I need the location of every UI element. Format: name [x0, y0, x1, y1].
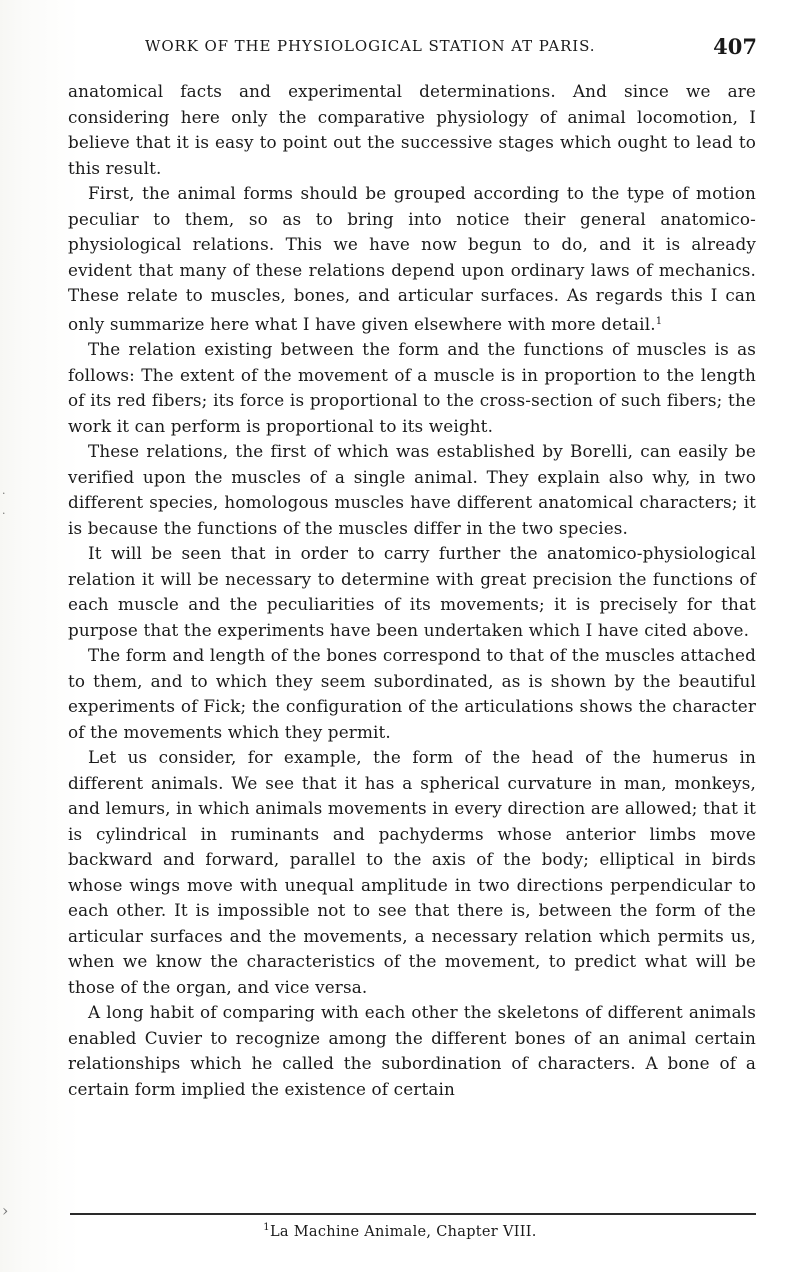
paragraph: It will be seen that in order to carry further the anatomico-physiological relation it will be necessary to determine with great precision the functions of each muscle and the peculiarities of its movements; it is precisely for that purpose that the experiments have been undertaken which I have cited above.	[68, 543, 756, 640]
paragraph: A long habit of comparing with each other the skeletons of different animals enabled Cuvier to recognize among the different bones of an animal certain relationships which he called the subordination of characters. A bone of a certain form implied the existence of certain	[68, 1002, 756, 1099]
running-title: WORK OF THE PHYSIOLOGICAL STATION AT PARIS.	[145, 37, 596, 55]
footnote	[0, 1222, 800, 1240]
paragraph: Let us consider, for example, the form of the head of the humerus in different animals. We see that it has a spherical curvature in man, monkeys, and lemurs, in which animals movements in every direction are allowed; that it is cylindrical in ruminants and pachyderms whose anterior limbs move backward and forward, parallel to the axis of the body; elliptical in birds whose wings move with unequal amplitude in two directions perpendicular to each other. It is impossible not to see that there is, between the form of the articular surfaces and the movements, a necessary relation which permits us, when we know the characteristics of the movement, to predict what will be those of the organ, and vice versa.	[68, 747, 756, 997]
footnote-reference: 1	[655, 315, 663, 327]
gutter-speck: ·	[2, 487, 6, 500]
page-number: 407	[713, 34, 757, 59]
paragraph-text: First, the animal forms should be grouped according to the type of motion peculiar to them, so as to bring into notice their general anatomico-physiological relations. This we have now begun to do, and it is already evident that many of these relations depend upon ordinary laws of mechanics. These relate to muscles, bones, and articular surfaces. As regards this I can only summarize here what I have given elsewhere with more detail.	[68, 183, 756, 334]
paragraph: anatomical facts and experimental determinations. And since we are considering here only the comparative physiology of animal locomotion, I believe that it is easy to point out the successive stages which ought to lead to this result.	[68, 81, 756, 178]
footnote-text: La Machine Animale, Chapter VIII.	[269, 1224, 537, 1240]
gutter-speck: ›	[2, 1201, 9, 1220]
paragraph: The relation existing between the form and the functions of muscles is as follows: The extent of the movement of a muscle is in proportion to the length of its red fibers; its force is proportional to the cross-section of such fibers; the work it can perform is proportional to its weight.	[68, 339, 756, 436]
body-text	[68, 79, 756, 1102]
footnote-marker: 1	[263, 1222, 270, 1233]
footnote-rule	[70, 1213, 756, 1215]
paragraph	[68, 181, 756, 337]
paragraph: These relations, the first of which was established by Borelli, can easily be verified upon the muscles of a single animal. They explain also why, in two different species, homologous muscles have different anatomical characters; it is because the functions of the muscles differ in the two species.	[68, 441, 756, 538]
gutter-speck: ·	[2, 507, 6, 520]
paragraph: The form and length of the bones correspond to that of the muscles attached to them, and to which they seem subordinated, as is shown by the beautiful experiments of Fick; the configuration of the articulations shows the character of the movements which they permit.	[68, 645, 756, 742]
page-header	[145, 34, 757, 61]
